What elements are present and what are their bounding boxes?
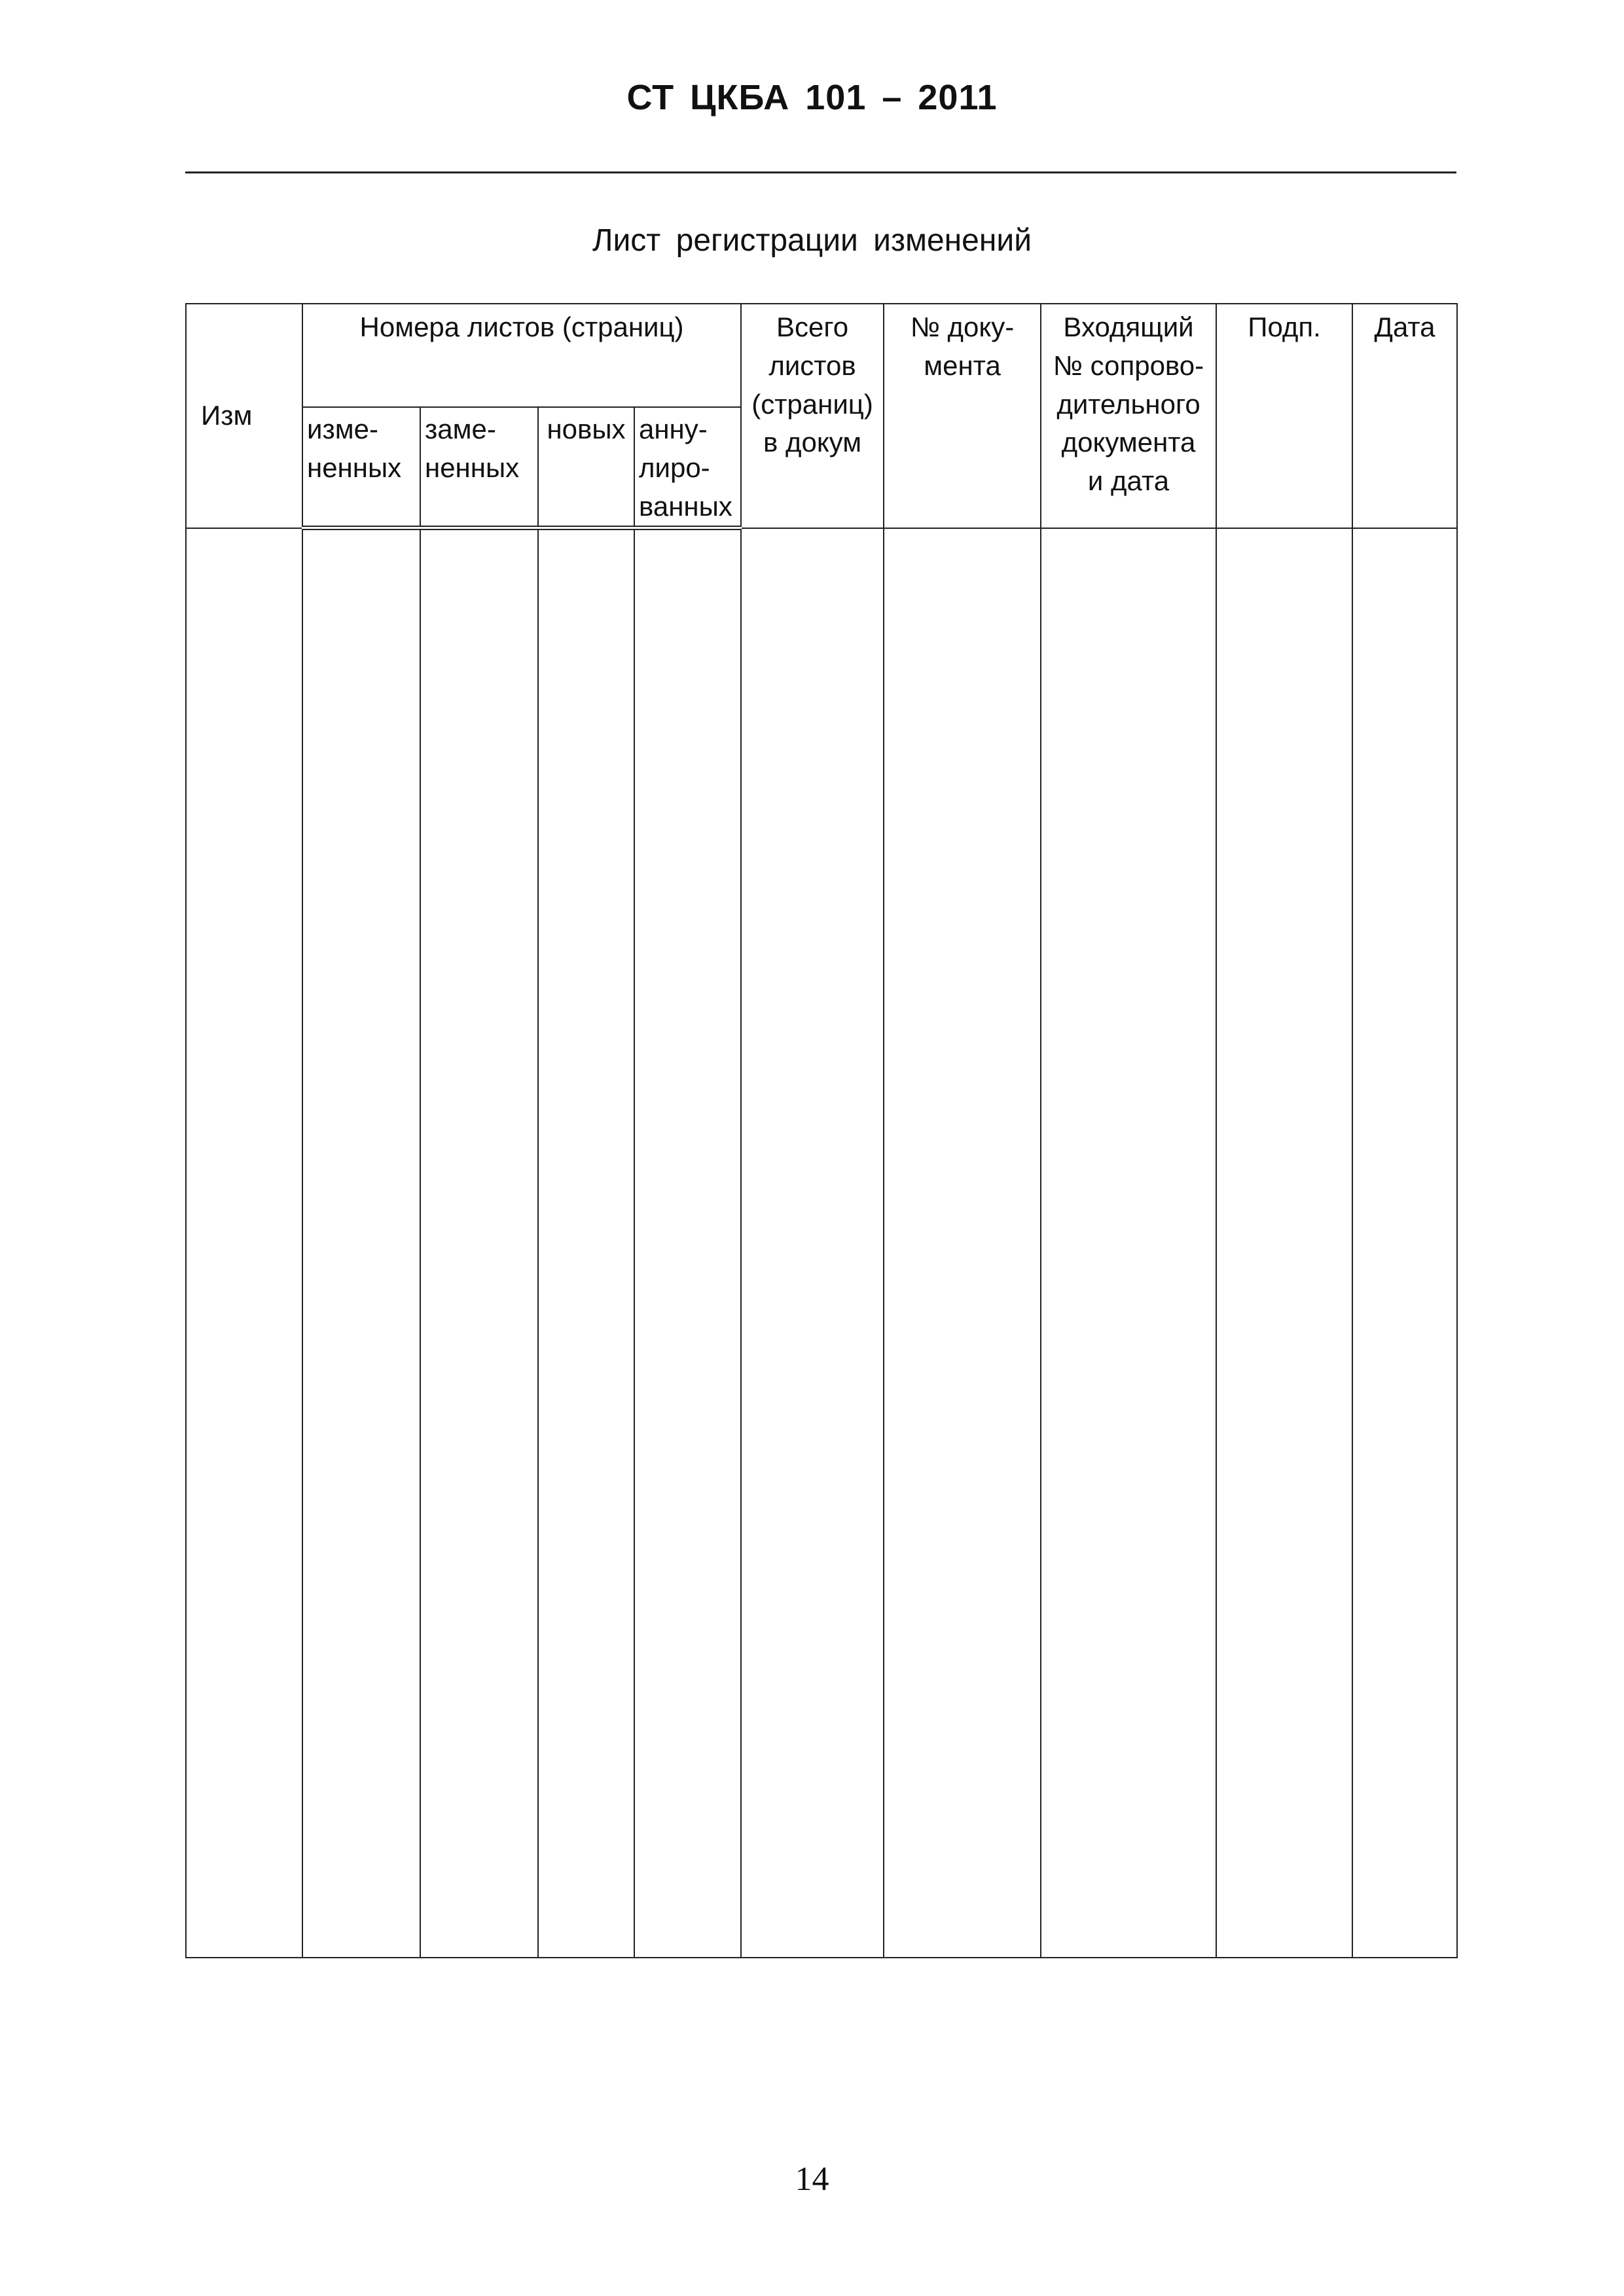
column-header-izm-label: Изм [201, 400, 253, 431]
column-header-sheet-numbers-label: Номера листов (страниц) [359, 312, 684, 342]
table-row [186, 528, 1457, 1958]
column-header-changed-label: изме- ненных [307, 414, 402, 483]
column-header-incoming-doc [1041, 304, 1216, 528]
column-header-incoming-doc-label: Входящий № сопрово- дительного документа и дата [1053, 312, 1204, 497]
table-cell [538, 528, 634, 1958]
page-number: 14 [795, 2161, 829, 2198]
table-cell [741, 528, 884, 1958]
table-cell [186, 528, 302, 1958]
table-cell [1216, 528, 1352, 1958]
column-header-doc-number [884, 304, 1041, 528]
column-header-replaced-label: заме- ненных [425, 414, 520, 483]
sheet-title: Лист регистрации изменений [592, 223, 1032, 258]
table-cell [884, 528, 1041, 1958]
column-header-sheet-numbers [302, 304, 741, 407]
column-header-signature [1216, 304, 1352, 528]
table-cell [1041, 528, 1216, 1958]
column-header-doc-number-label: № доку- мента [910, 312, 1015, 381]
column-header-signature-label: Подп. [1248, 312, 1321, 342]
change-registration-table [185, 303, 1458, 1958]
column-header-date [1352, 304, 1457, 528]
column-header-total-sheets-label: Всего листов (страниц) в докум [751, 312, 873, 458]
column-header-total-sheets [741, 304, 884, 528]
column-header-replaced [420, 407, 538, 528]
column-header-new-label: новых [547, 414, 626, 444]
column-header-annulled-label: анну- лиро- ванных [639, 414, 732, 522]
table-cell [420, 528, 538, 1958]
column-header-changed [302, 407, 420, 528]
table-cell [634, 528, 741, 1958]
column-header-izm [186, 304, 302, 528]
column-header-new [538, 407, 634, 528]
table-cell [302, 528, 420, 1958]
table-cell [1352, 528, 1457, 1958]
document-header: СТ ЦКБА 101 – 2011 [626, 78, 998, 117]
header-divider [185, 171, 1456, 173]
column-header-date-label: Дата [1374, 312, 1435, 342]
column-header-annulled [634, 407, 741, 528]
